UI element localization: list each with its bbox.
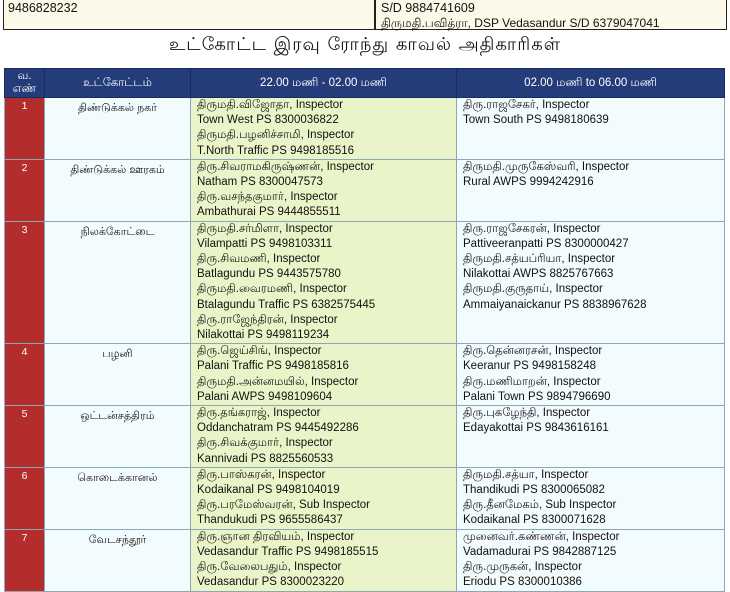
row-number: 2 bbox=[5, 159, 45, 221]
shift2-cell bbox=[457, 344, 725, 406]
col-header-subdivision: உட்கோட்டம் bbox=[45, 69, 191, 98]
officer-station-phone: Thandikudi PS 8300065082 bbox=[463, 484, 605, 497]
officer-name-rank: திரு.ஜெய்சிங், Inspector bbox=[197, 345, 322, 358]
subdivision-name: நிலக்கோட்டை bbox=[45, 221, 191, 344]
shift1-cell bbox=[191, 98, 457, 160]
officer-name-rank: திரு.புகழேந்தி, Inspector bbox=[463, 407, 591, 420]
officer-name-rank: திரு.தென்னரசன், Inspector bbox=[463, 345, 603, 358]
top-right-line-1: S/D 9884741609 bbox=[381, 1, 475, 15]
shift1-cell bbox=[191, 344, 457, 406]
officer-station-phone: Palani Traffic PS 9498185816 bbox=[197, 360, 349, 373]
officer-name-rank: திருமதி.குருதாய், Inspector bbox=[463, 283, 603, 296]
table-row bbox=[5, 529, 725, 591]
officer-station-phone: Palani AWPS 9498109604 bbox=[197, 390, 333, 403]
officer-name-rank: திரு.முருகன், Inspector bbox=[463, 561, 582, 574]
officer-name-rank: திரு.தங்கராஜ், Inspector bbox=[197, 407, 321, 420]
officer-name-rank: திருமதி.சர்மிளா, Inspector bbox=[197, 222, 333, 235]
officer-station-phone: Btalagundu Traffic PS 6382575445 bbox=[197, 298, 376, 311]
officer-name-rank: திரு.ராஜசேகரன், Inspector bbox=[463, 222, 601, 235]
subdivision-name: கொடைக்கானல் bbox=[45, 467, 191, 529]
table-row bbox=[5, 406, 725, 468]
shift2-cell bbox=[457, 529, 725, 591]
officer-name-rank: திரு.ஞான திரவியம், Inspector bbox=[197, 530, 355, 543]
subdivision-name: வேடசந்தூர் bbox=[45, 529, 191, 591]
table-row bbox=[5, 344, 725, 406]
officer-name-rank: திருமதி.விஜோதா, Inspector bbox=[197, 99, 343, 111]
officer-name-rank: திரு.சிவமணி, Inspector bbox=[197, 253, 321, 266]
officer-name-rank: திரு.ராஜசேகர், Inspector bbox=[463, 99, 590, 111]
officer-station-phone: Eriodu PS 8300010386 bbox=[463, 576, 582, 589]
header-row bbox=[5, 69, 725, 98]
officer-station-phone: Ammaiyanaickanur PS 8838967628 bbox=[463, 298, 647, 311]
table-row bbox=[5, 467, 725, 529]
shift2-cell bbox=[457, 467, 725, 529]
col-header-no: வ. எண் bbox=[5, 69, 45, 98]
table-row bbox=[5, 159, 725, 221]
officer-name-rank: திருமதி.முருகேஸ்வரி, Inspector bbox=[463, 160, 630, 173]
col-header-shift1: 22.00 மணி - 02.00 மணி bbox=[191, 69, 457, 98]
top-right-line-2: திருமதி.பவித்ரா, DSP Vedasandur S/D 6379047041 bbox=[381, 16, 660, 30]
officer-station-phone: Natham PS 8300047573 bbox=[197, 176, 323, 189]
officer-name-rank: திரு.வசந்தகுமார், Inspector bbox=[197, 191, 338, 204]
officer-station-phone: Vedasandur Traffic PS 9498185515 bbox=[197, 545, 379, 558]
officer-name-rank: திருமதி.அன்னமயில், Inspector bbox=[197, 375, 359, 388]
officer-station-phone: Vilampatti PS 9498103311 bbox=[197, 237, 333, 250]
officer-name-rank: திருமதி.சத்யா, Inspector bbox=[463, 468, 589, 481]
officer-name-rank: திருமதி.வைரமணி, Inspector bbox=[197, 283, 347, 296]
subdivision-name: பழனி bbox=[45, 344, 191, 406]
row-number: 7 bbox=[5, 529, 45, 591]
shift2-cell bbox=[457, 221, 725, 344]
officer-station-phone: Edayakottai PS 9843616161 bbox=[463, 422, 609, 435]
officer-station-phone: Town South PS 9498180639 bbox=[463, 114, 609, 127]
shift1-cell bbox=[191, 467, 457, 529]
officer-station-phone: Palani Town PS 9894796690 bbox=[463, 390, 611, 403]
table-row bbox=[5, 221, 725, 344]
page-title: உட்கோட்ட இரவு ரோந்து காவல் அதிகாரிகள் bbox=[168, 34, 562, 55]
officer-name-rank: திரு.பாஸ்கரன், Inspector bbox=[197, 468, 326, 481]
top-left-text: 9486828232 bbox=[8, 1, 78, 15]
officer-station-phone: Kodaikanal PS 9498104019 bbox=[197, 484, 340, 497]
officer-name-rank: திருமதி.பழனிச்சாமி, Inspector bbox=[197, 129, 355, 142]
officer-station-phone: Thandukudi PS 9655586437 bbox=[197, 514, 343, 527]
shift1-cell bbox=[191, 221, 457, 344]
roster-body bbox=[5, 98, 725, 592]
top-band bbox=[0, 0, 730, 34]
officer-station-phone: Keeranur PS 9498158248 bbox=[463, 360, 596, 373]
row-number: 5 bbox=[5, 406, 45, 468]
row-number: 1 bbox=[5, 98, 45, 160]
officer-name-rank: முனைவர்.கண்ணன், Inspector bbox=[463, 530, 620, 543]
col-header-shift2: 02.00 மணி to 06.00 மணி bbox=[457, 69, 725, 98]
officer-name-rank: திரு.ராஜேந்திரன், Inspector bbox=[197, 313, 338, 326]
officer-station-phone: Rural AWPS 9994242916 bbox=[463, 176, 594, 189]
officer-name-rank: திரு.மணிமாறன், Inspector bbox=[463, 375, 601, 388]
officer-station-phone: Kodaikanal PS 8300071628 bbox=[463, 514, 606, 527]
officer-station-phone: Batlagundu PS 9443575780 bbox=[197, 268, 341, 281]
officer-station-phone: Nilakottai AWPS 8825767663 bbox=[463, 268, 614, 281]
table-row bbox=[5, 98, 725, 160]
shift2-cell bbox=[457, 406, 725, 468]
shift1-cell bbox=[191, 406, 457, 468]
shift1-cell bbox=[191, 529, 457, 591]
officer-station-phone: Nilakottai PS 9498119234 bbox=[197, 329, 330, 342]
officer-name-rank: திரு.சிவக்குமார், Inspector bbox=[197, 437, 333, 450]
officer-station-phone: Kannivadi PS 8825560533 bbox=[197, 452, 334, 465]
row-number: 6 bbox=[5, 467, 45, 529]
subdivision-name: ஒட்டன்சத்திரம் bbox=[45, 406, 191, 468]
officer-station-phone: T.North Traffic PS 9498185516 bbox=[197, 144, 355, 157]
roster-table bbox=[4, 68, 725, 592]
subdivision-name: திண்டுக்கல் ஊரகம் bbox=[45, 159, 191, 221]
shift1-cell bbox=[191, 159, 457, 221]
officer-station-phone: Vadamadurai PS 9842887125 bbox=[463, 545, 617, 558]
officer-name-rank: திருமதி.சத்யப்ரியா, Inspector bbox=[463, 253, 616, 266]
officer-station-phone: Ambathurai PS 9444855511 bbox=[197, 206, 341, 219]
officer-station-phone: Pattiveeranpatti PS 8300000427 bbox=[463, 237, 629, 250]
officer-name-rank: திரு.வேலைபதும், Inspector bbox=[197, 561, 342, 574]
officer-station-phone: Vedasandur PS 8300023220 bbox=[197, 576, 345, 589]
officer-name-rank: திரு.தீனமேகம், Sub Inspector bbox=[463, 499, 617, 512]
officer-name-rank: திரு.பரமேஸ்வரன், Sub Inspector bbox=[197, 499, 370, 512]
subdivision-name: திண்டுக்கல் நகர் bbox=[45, 98, 191, 160]
officer-station-phone: Town West PS 8300036822 bbox=[197, 114, 339, 127]
officer-name-rank: திரு.சிவராமகிருஷ்ணன், Inspector bbox=[197, 160, 374, 173]
row-number: 4 bbox=[5, 344, 45, 406]
shift2-cell bbox=[457, 98, 725, 160]
officer-station-phone: Oddanchatram PS 9445492286 bbox=[197, 422, 359, 435]
row-number: 3 bbox=[5, 221, 45, 344]
shift2-cell bbox=[457, 159, 725, 221]
